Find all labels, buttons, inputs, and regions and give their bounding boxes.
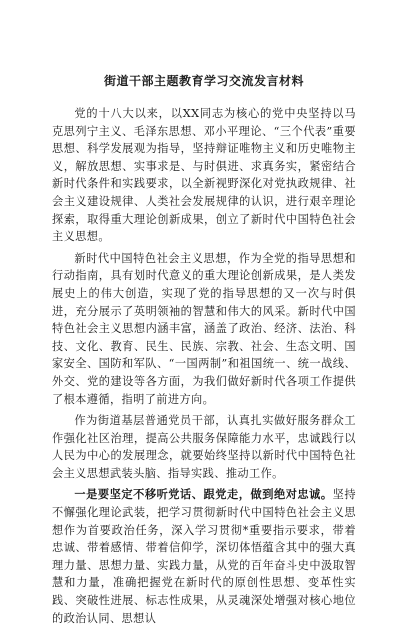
body-paragraph-4 [52,486,356,627]
document-title: 街道干部主题教育学习交流发言材料 [103,74,304,88]
emphasis-lead: 一是要坚定不移听党话、跟党走，做到绝对忠诚。 [74,487,333,502]
body-paragraph-2: 新时代中国特色社会主义思想，作为全党的指导思想和行动指南，具有划时代意义的重大理论创新成果，是人类发展史上的伟大创造，实现了党的指导思想的又一次与时俱进，充分展示了英明领袖的智慧和伟大的风采。新时代中国特色社会主义思想内涵丰富，涵盖了政治、经济、法治、科技、文化、教育、民生、民族、宗教、社会、生态文明、国家安全、国防和军队、“一国两制”和祖国统一、统一战线、外交、党的建设等各方面，为我们做好新时代各项工作提供了根本遵循，指明了前进方向。 [52,251,356,406]
body-paragraph-1: 党的十八大以来，以XX同志为核心的党中央坚持以马克思列宁主义、毛泽东思想、邓小平理论、“三个代表”重要思想、科学发展观为指导，坚持辩证唯物主义和历史唯物主义，解放思想、实事求是、与时俱进、求真务实，紧密结合新时代条件和实践要求，以全新视野深化对党执政规律、社会主义建设规律、人类社会发展规律的认识，进行艰辛理论探索，取得重大理论创新成果，创立了新时代中国特色社会主义思想。 [52,107,356,244]
body-paragraph-3: 作为街道基层普通党员干部，认真扎实做好服务群众工作强化社区治理，提高公共服务保障能力水平，忠诚践行以人民为中心的发展理念，就要始终坚持以新时代中国特色社会主义思想武装头脑、指导实践、推动工作。 [52,414,356,480]
emphasis-body: 坚持不懈强化理论武装，把学习贯彻新时代中国特色社会主义思想作为首要政治任务，深入学习贯彻*重要指示要求，带着忠诚、带着感情、带着信仰学，深切体悟蕴含其中的强大真理力量、思想力量、实践力量，从党的百年奋斗史中汲取智慧和力量，准确把握党在新时代的原创性思想、变革性实践、突破性进展、标志性成果，从灵魂深处增强对核心地位的政治认同、思想认 [52,488,356,625]
